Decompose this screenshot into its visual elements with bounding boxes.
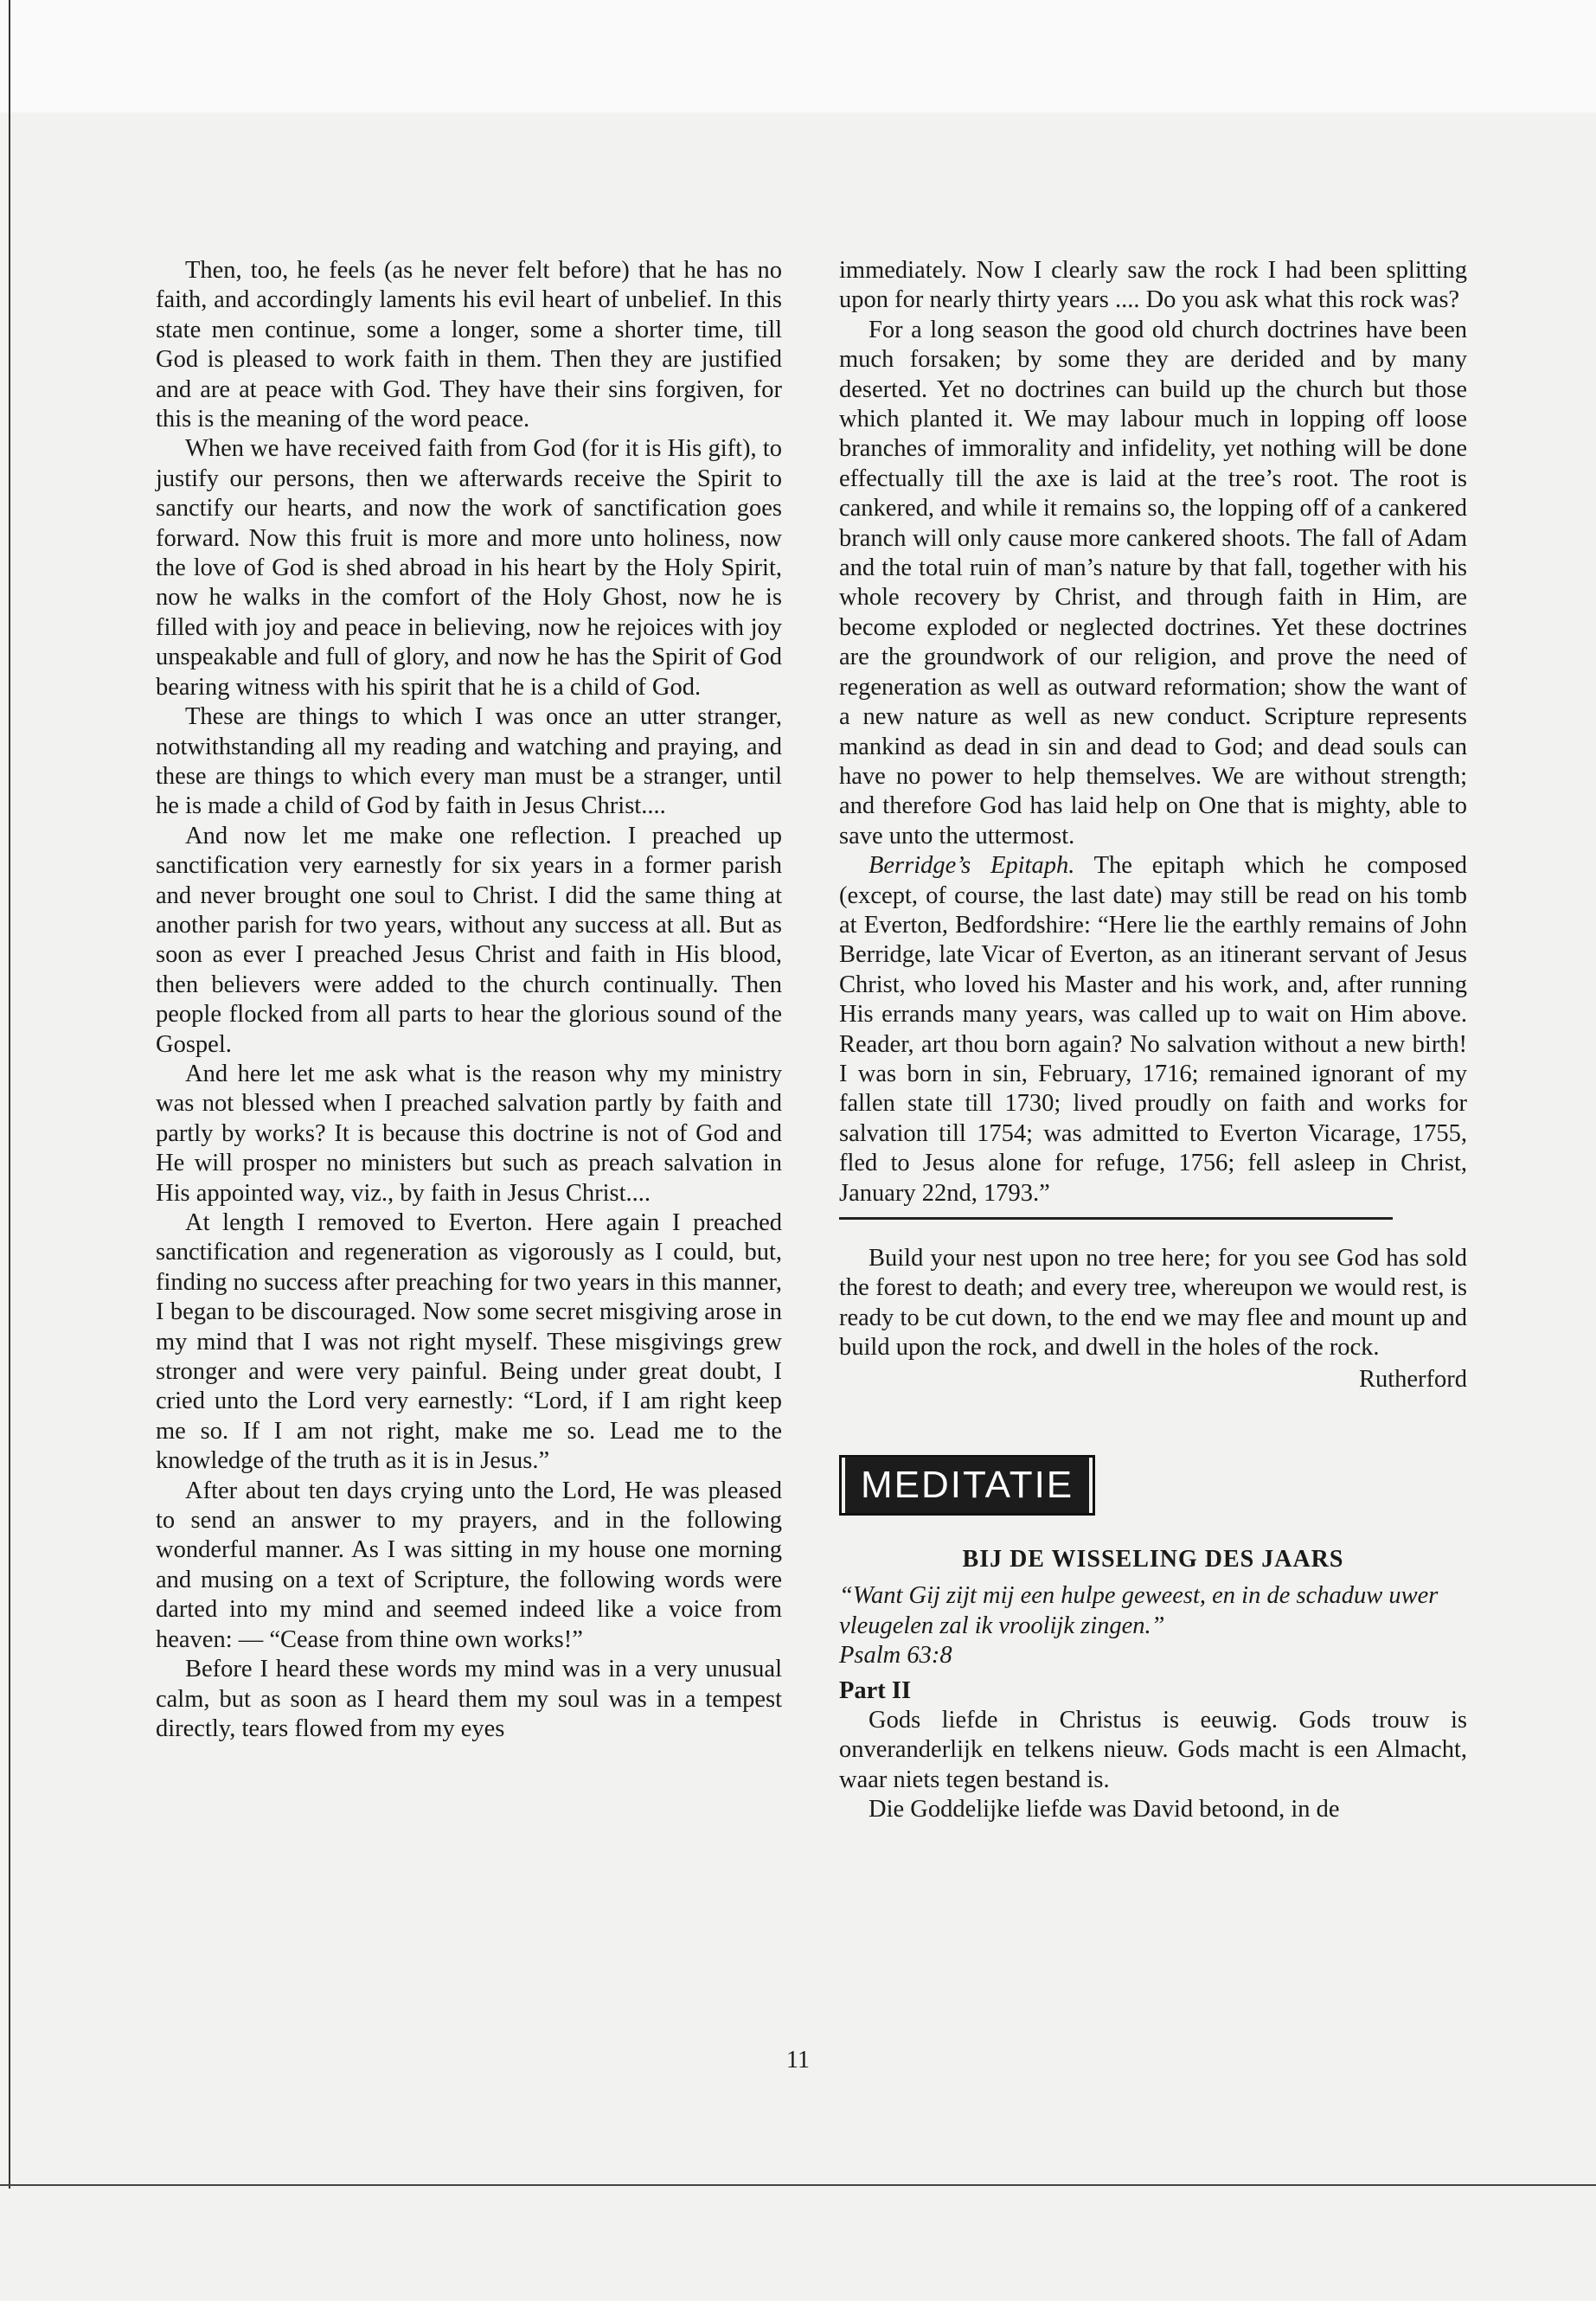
quote-attribution: Rutherford — [1358, 1365, 1467, 1393]
right-column — [839, 256, 1467, 1825]
meditatie-label: MEDITATIE — [845, 1457, 1089, 1513]
meditatie-header — [839, 1455, 1467, 1529]
paragraph: Gods liefde in Christus is eeuwig. Gods trouw is onveranderlijk en telkens nieuw. Gods macht is een Almacht, waar niets tegen bestand is. — [839, 1707, 1467, 1793]
paragraph: When we have received faith from God (for it is His gift), to justify our persons, then we afterwards receive the Spirit to sanctify our hearts, and now the work of sanctification goes forward. Now this fruit is more and more unto holiness, now the love of God is shed abroad in his heart by the Holy Spirit, now he walks in the comfort of the Holy Ghost, now he is filled with joy and peace in believing, now he rejoices with joy unspeakable and full of glory, and now he has the Spirit of God bearing witness with his spirit that he is a child of God. — [156, 435, 782, 701]
left-column — [156, 256, 782, 1744]
epitaph-text: The epitaph which he composed (except, of course, the last date) may still be read on his tomb at Everton, Bedfordshire: “Here lie the earthly remains of John Berridge, late Vicar of Everton, as an itinerant servant of Jesus Christ, who loved his Master and his work, and, after running His errands many years, was called up to wait on Him above. Reader, art thou born again? No salvation without a new birth! I was born in sin, February, 1716; remained ignorant of my fallen state till 1730; lived proudly on faith and works for salvation till 1754; was admitted to Everton Vicarage, 1755, fled to Jesus alone for refuge, 1756; fell asleep in Christ, January 22nd, 1793.” — [839, 852, 1467, 1207]
paragraph: At length I removed to Everton. Here again I preached sanctification and regeneration as vigorously as I could, but, finding no success after preaching for two years in this manner, I began to be discouraged. Now some secret misgiving arose in my mind that I was not right myself. These misgivings grew stronger and were very painful. Being under great doubt, I cried unto the Lord very earnestly: “Lord, if I am right keep me so. If I am not right, make me so. Lead me to the knowledge of the truth as it is in Jesus.” — [156, 1209, 782, 1475]
paragraph: And here let me ask what is the reason why my ministry was not blessed when I preached salvation partly by faith and partly by works? It is because this doctrine is not of God and He will prosper no ministers but such as preach salvation in His appointed way, viz., by faith in Jesus Christ.... — [156, 1060, 782, 1207]
meditation-reference: Psalm 63:8 — [839, 1642, 952, 1670]
paragraph: After about ten days crying unto the Lord, He was pleased to send an answer to my prayers, and in the following wonderful manner. As I was sitting in my house one morning and musing on a text of Scripture, the following words were darted into my mind and seemed indeed like a voice from heaven: — “Cease from thine own works!” — [156, 1477, 782, 1653]
paragraph: And now let me make one reflection. I preached up sanctification very earnestly for six years in a former parish and never brought one soul to Christ. I did the same thing at another parish for two years, without any success at all. But as soon as ever I preached Jesus Christ and faith in His blood, then believers were added to the church continually. Then people flocked from all parts to hear the glorious sound of the Gospel. — [156, 822, 782, 1058]
meditation-quote: “Want Gij zijt mij een hulpe geweest, en in de schaduw uwer vleugelen zal ik vroolijk zingen.” — [839, 1582, 1439, 1639]
paragraph: These are things to which I was once an utter stranger, notwithstanding all my reading and watching and praying, and these are things to which every man must be a stranger, until he is made a child of God by faith in Jesus Christ.... — [156, 703, 782, 820]
scan-left-edge — [0, 0, 10, 2189]
meditatie-badge — [839, 1455, 1095, 1516]
paragraph: Die Goddelijke liefde was David betoond, in de — [869, 1796, 1340, 1823]
continuation-paragraph: immediately. Now I clearly saw the rock I had been splitting upon for nearly thirty years .... Do you ask what this rock was? — [839, 257, 1467, 314]
paragraph: For a long season the good old church doctrines have been much forsaken; by some they are derided and by many deserted. Yet no doctrines can build up the church but those which planted it. We may labour much in lopping off loose branches of immorality and infidelity, yet nothing will be done effectually till the axe is laid at the tree’s root. The root is cankered, and while it remains so, the lopping off of a cankered branch will only cause more cankered shoots. The fall of Adam and the total ruin of man’s nature by that fall, together with his whole recovery by Christ, and through faith in Him, are become exploded or neglected doctrines. Yet these doctrines are the groundwork of our religion, and prove the need of regeneration as well as outward reformation; show the want of a new nature as well as new conduct. Scripture represents mankind as dead in sin and dead to God; and dead souls can have no power to help themselves. We are without strength; and therefore God has laid help on One that is mighty, able to save unto the uttermost. — [839, 316, 1467, 849]
page-top-margin — [0, 0, 1596, 112]
page-number: 11 — [786, 2047, 810, 2073]
paragraph: Before I heard these words my mind was in a very unusual calm, but as soon as I heard them my soul was in a tempest directly, tears flowed from my eyes — [156, 1656, 782, 1742]
meditation-title: BIJ DE WISSELING DES JAARS — [962, 1546, 1344, 1574]
part-heading: Part II — [839, 1676, 912, 1704]
scan-bottom-edge — [0, 2184, 1596, 2186]
section-divider — [839, 1217, 1393, 1220]
epitaph-title: Berridge’s Epitaph. — [869, 852, 1075, 880]
epitaph-paragraph — [839, 851, 1467, 1208]
rutherford-quote: Build your nest upon no tree here; for you see God has sold the forest to death; and every tree, whereupon we would rest, is ready to be cut down, to the end we may flee and mount up and build upon the rock, and dwell in the holes of the rock. — [839, 1245, 1467, 1362]
paragraph: Then, too, he feels (as he never felt before) that he has no faith, and accordingly laments his evil heart of unbelief. In this state men continue, some a longer, some a shorter time, till God is pleased to work faith in them. Then they are justified and are at peace with God. They have their sins forgiven, for this is the meaning of the word peace. — [156, 257, 782, 433]
